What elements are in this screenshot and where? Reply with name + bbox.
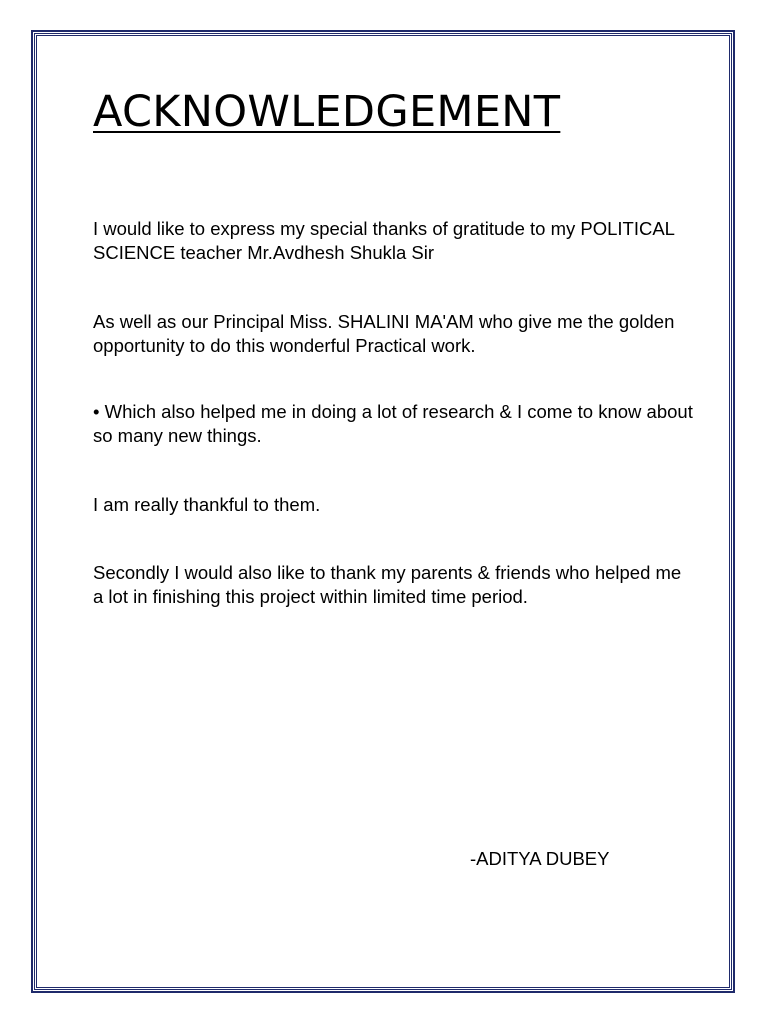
paragraph-principal-thanks: As well as our Principal Miss. SHALINI MA'AM who give me the golden opportunity to do this wonderful Practical work. [93,311,675,356]
page-title: ACKNOWLEDGEMENT [93,87,561,137]
paragraph-thankful: I am really thankful to them. [93,494,321,515]
paragraph-parents-friends: Secondly I would also like to thank my parents & friends who helped me a lot in finishing this project within limited time period. [93,562,682,607]
signature: -ADITYA DUBEY [470,848,610,869]
paragraph-research-bullet: • Which also helped me in doing a lot of research & I come to know about so many new things. [93,401,693,446]
paragraph-teacher-thanks: I would like to express my special thanks of gratitude to my POLITICAL SCIENCE teacher Mr.Avdhesh Shukla Sir [93,218,675,263]
